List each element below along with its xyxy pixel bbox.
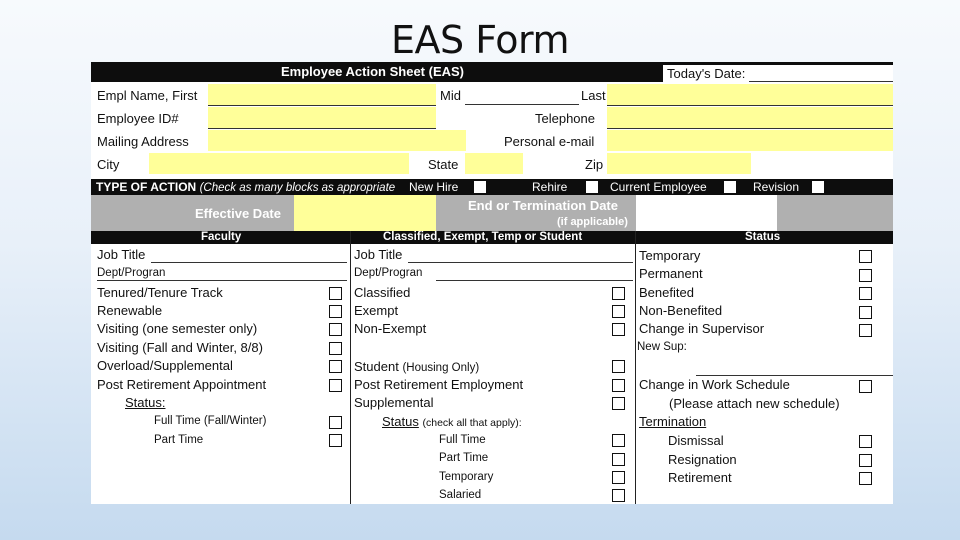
telephone-field[interactable] <box>607 107 893 129</box>
non-exempt-checkbox[interactable] <box>612 323 625 336</box>
rehire-checkbox[interactable] <box>586 181 598 193</box>
student-label <box>354 359 479 374</box>
classified-dept-label: Dept/Progran <box>354 267 423 279</box>
benefited-checkbox[interactable] <box>859 287 872 300</box>
eas-form <box>91 62 893 504</box>
retirement-checkbox[interactable] <box>859 472 872 485</box>
supplemental-checkbox[interactable] <box>612 397 625 410</box>
termination-item: Resignation <box>668 452 737 467</box>
permanent-checkbox[interactable] <box>859 269 872 282</box>
city-field[interactable] <box>149 153 409 174</box>
classified-status-note: (check all that apply): <box>422 417 522 429</box>
change-schedule-label: Change in Work Schedule <box>639 377 790 392</box>
effective-date-label: Effective Date <box>195 206 281 221</box>
zip-field[interactable] <box>607 153 751 174</box>
employee-id-field[interactable] <box>208 107 436 129</box>
classified-status-label <box>382 414 522 429</box>
last-name-field[interactable] <box>607 84 893 106</box>
faculty-item: Post Retirement Appointment <box>97 377 267 392</box>
state-label: State <box>428 157 459 172</box>
classified-job-title-field[interactable] <box>408 262 633 263</box>
status-header: Status <box>745 231 781 243</box>
new-hire-label: New Hire <box>409 180 459 194</box>
faculty-dept-field[interactable] <box>97 280 347 281</box>
change-in-supervisor-checkbox[interactable] <box>859 324 872 337</box>
personal-email-label: Personal e-mail <box>504 134 595 149</box>
faculty-job-title-field[interactable] <box>151 262 347 263</box>
non-benefited-checkbox[interactable] <box>859 306 872 319</box>
termination-item: Dismissal <box>668 433 724 448</box>
column-divider-1 <box>350 231 351 504</box>
faculty-part-time-checkbox[interactable] <box>329 434 342 447</box>
faculty-dept-label: Dept/Progran <box>97 267 166 279</box>
faculty-item: Visiting (Fall and Winter, 8/8) <box>97 340 263 355</box>
type-of-action-text: TYPE OF ACTION <box>96 180 197 194</box>
faculty-item: Visiting (one semester only) <box>97 321 258 336</box>
mid-label: Mid <box>440 88 461 103</box>
effective-date-field[interactable] <box>294 195 436 231</box>
dismissal-checkbox[interactable] <box>859 435 872 448</box>
first-name-field[interactable] <box>208 84 436 106</box>
faculty-item: Tenured/Tenure Track <box>97 285 223 300</box>
post-retirement-employment-checkbox[interactable] <box>612 379 625 392</box>
classified-item: Classified <box>354 285 411 300</box>
zip-label: Zip <box>585 157 604 172</box>
renewable-checkbox[interactable] <box>329 305 342 318</box>
classified-status-item: Part Time <box>439 452 489 464</box>
post-retirement-appointment-checkbox[interactable] <box>329 379 342 392</box>
classified-status-item: Salaried <box>439 489 482 501</box>
termination-label: Termination <box>639 414 707 429</box>
mailing-address-label: Mailing Address <box>97 134 189 149</box>
todays-date-field[interactable] <box>749 81 893 82</box>
employee-id-label: Employee ID# <box>97 111 179 126</box>
if-applicable-note: (if applicable) <box>557 216 628 228</box>
attach-schedule-note: (Please attach new schedule) <box>669 396 840 411</box>
exempt-checkbox[interactable] <box>612 305 625 318</box>
personal-email-field[interactable] <box>607 130 893 151</box>
sheet-title: Employee Action Sheet (EAS) <box>281 64 464 79</box>
revision-label: Revision <box>753 180 800 194</box>
mailing-address-field[interactable] <box>208 130 466 151</box>
classified-status-item: Temporary <box>439 471 494 483</box>
tenured-checkbox[interactable] <box>329 287 342 300</box>
faculty-item: Overload/Supplemental <box>97 358 233 373</box>
new-hire-checkbox[interactable] <box>474 181 486 193</box>
rehire-label: Rehire <box>532 180 568 194</box>
status-item: Change in Supervisor <box>639 321 765 336</box>
status-item: Non-Benefited <box>639 303 723 318</box>
status-item: Permanent <box>639 266 703 281</box>
city-label: City <box>97 157 120 172</box>
student-checkbox[interactable] <box>612 360 625 373</box>
faculty-status-item: Full Time (Fall/Winter) <box>154 415 267 427</box>
current-employee-label: Current Employee <box>610 180 707 194</box>
classified-dept-field[interactable] <box>436 280 633 281</box>
classified-salaried-checkbox[interactable] <box>612 489 625 502</box>
todays-date-label: Today's Date: <box>667 66 746 81</box>
classified-temporary-checkbox[interactable] <box>612 471 625 484</box>
end-date-field[interactable] <box>636 195 777 231</box>
faculty-status-label: Status: <box>125 395 166 410</box>
classified-more-item: Supplemental <box>354 395 434 410</box>
faculty-full-time-checkbox[interactable] <box>329 416 342 429</box>
termination-item: Retirement <box>668 470 732 485</box>
faculty-job-title-label: Job Title <box>97 247 146 262</box>
classified-part-time-checkbox[interactable] <box>612 453 625 466</box>
classified-item: Non-Exempt <box>354 321 427 336</box>
new-sup-label: New Sup: <box>637 341 687 353</box>
resignation-checkbox[interactable] <box>859 454 872 467</box>
faculty-item: Renewable <box>97 303 163 318</box>
classified-full-time-checkbox[interactable] <box>612 434 625 447</box>
classified-job-title-label: Job Title <box>354 247 403 262</box>
mid-name-field[interactable] <box>465 104 579 105</box>
revision-checkbox[interactable] <box>812 181 824 193</box>
state-field[interactable] <box>465 153 523 174</box>
change-schedule-checkbox[interactable] <box>859 380 872 393</box>
classified-status-text: Status <box>382 414 419 429</box>
last-label: Last <box>581 88 606 103</box>
title-bar-top <box>663 62 893 65</box>
status-item: Benefited <box>639 285 694 300</box>
telephone-label: Telephone <box>535 111 595 126</box>
student-text: Student <box>354 359 399 374</box>
end-date-label: End or Termination Date <box>468 198 618 213</box>
classified-checkbox[interactable] <box>612 287 625 300</box>
student-note: (Housing Only) <box>402 362 480 374</box>
empl-name-first-label: Empl Name, First <box>97 88 198 103</box>
type-of-action-hint: (Check as many blocks as appropriate <box>199 182 396 194</box>
temporary-checkbox[interactable] <box>859 250 872 263</box>
faculty-status-item: Part Time <box>154 434 204 446</box>
status-item: Temporary <box>639 248 701 263</box>
visiting-fall-winter-checkbox[interactable] <box>329 342 342 355</box>
classified-header: Classified, Exempt, Temp or Student <box>383 231 583 243</box>
new-sup-field[interactable] <box>696 375 893 376</box>
current-employee-checkbox[interactable] <box>724 181 736 193</box>
visiting-semester-checkbox[interactable] <box>329 323 342 336</box>
classified-item: Exempt <box>354 303 399 318</box>
faculty-header: Faculty <box>201 231 242 243</box>
slide-title: EAS Form <box>391 18 569 62</box>
column-divider-2 <box>635 231 636 504</box>
overload-checkbox[interactable] <box>329 360 342 373</box>
type-of-action-label <box>96 180 395 194</box>
classified-status-item: Full Time <box>439 434 486 446</box>
classified-more-item: Post Retirement Employment <box>354 377 524 392</box>
